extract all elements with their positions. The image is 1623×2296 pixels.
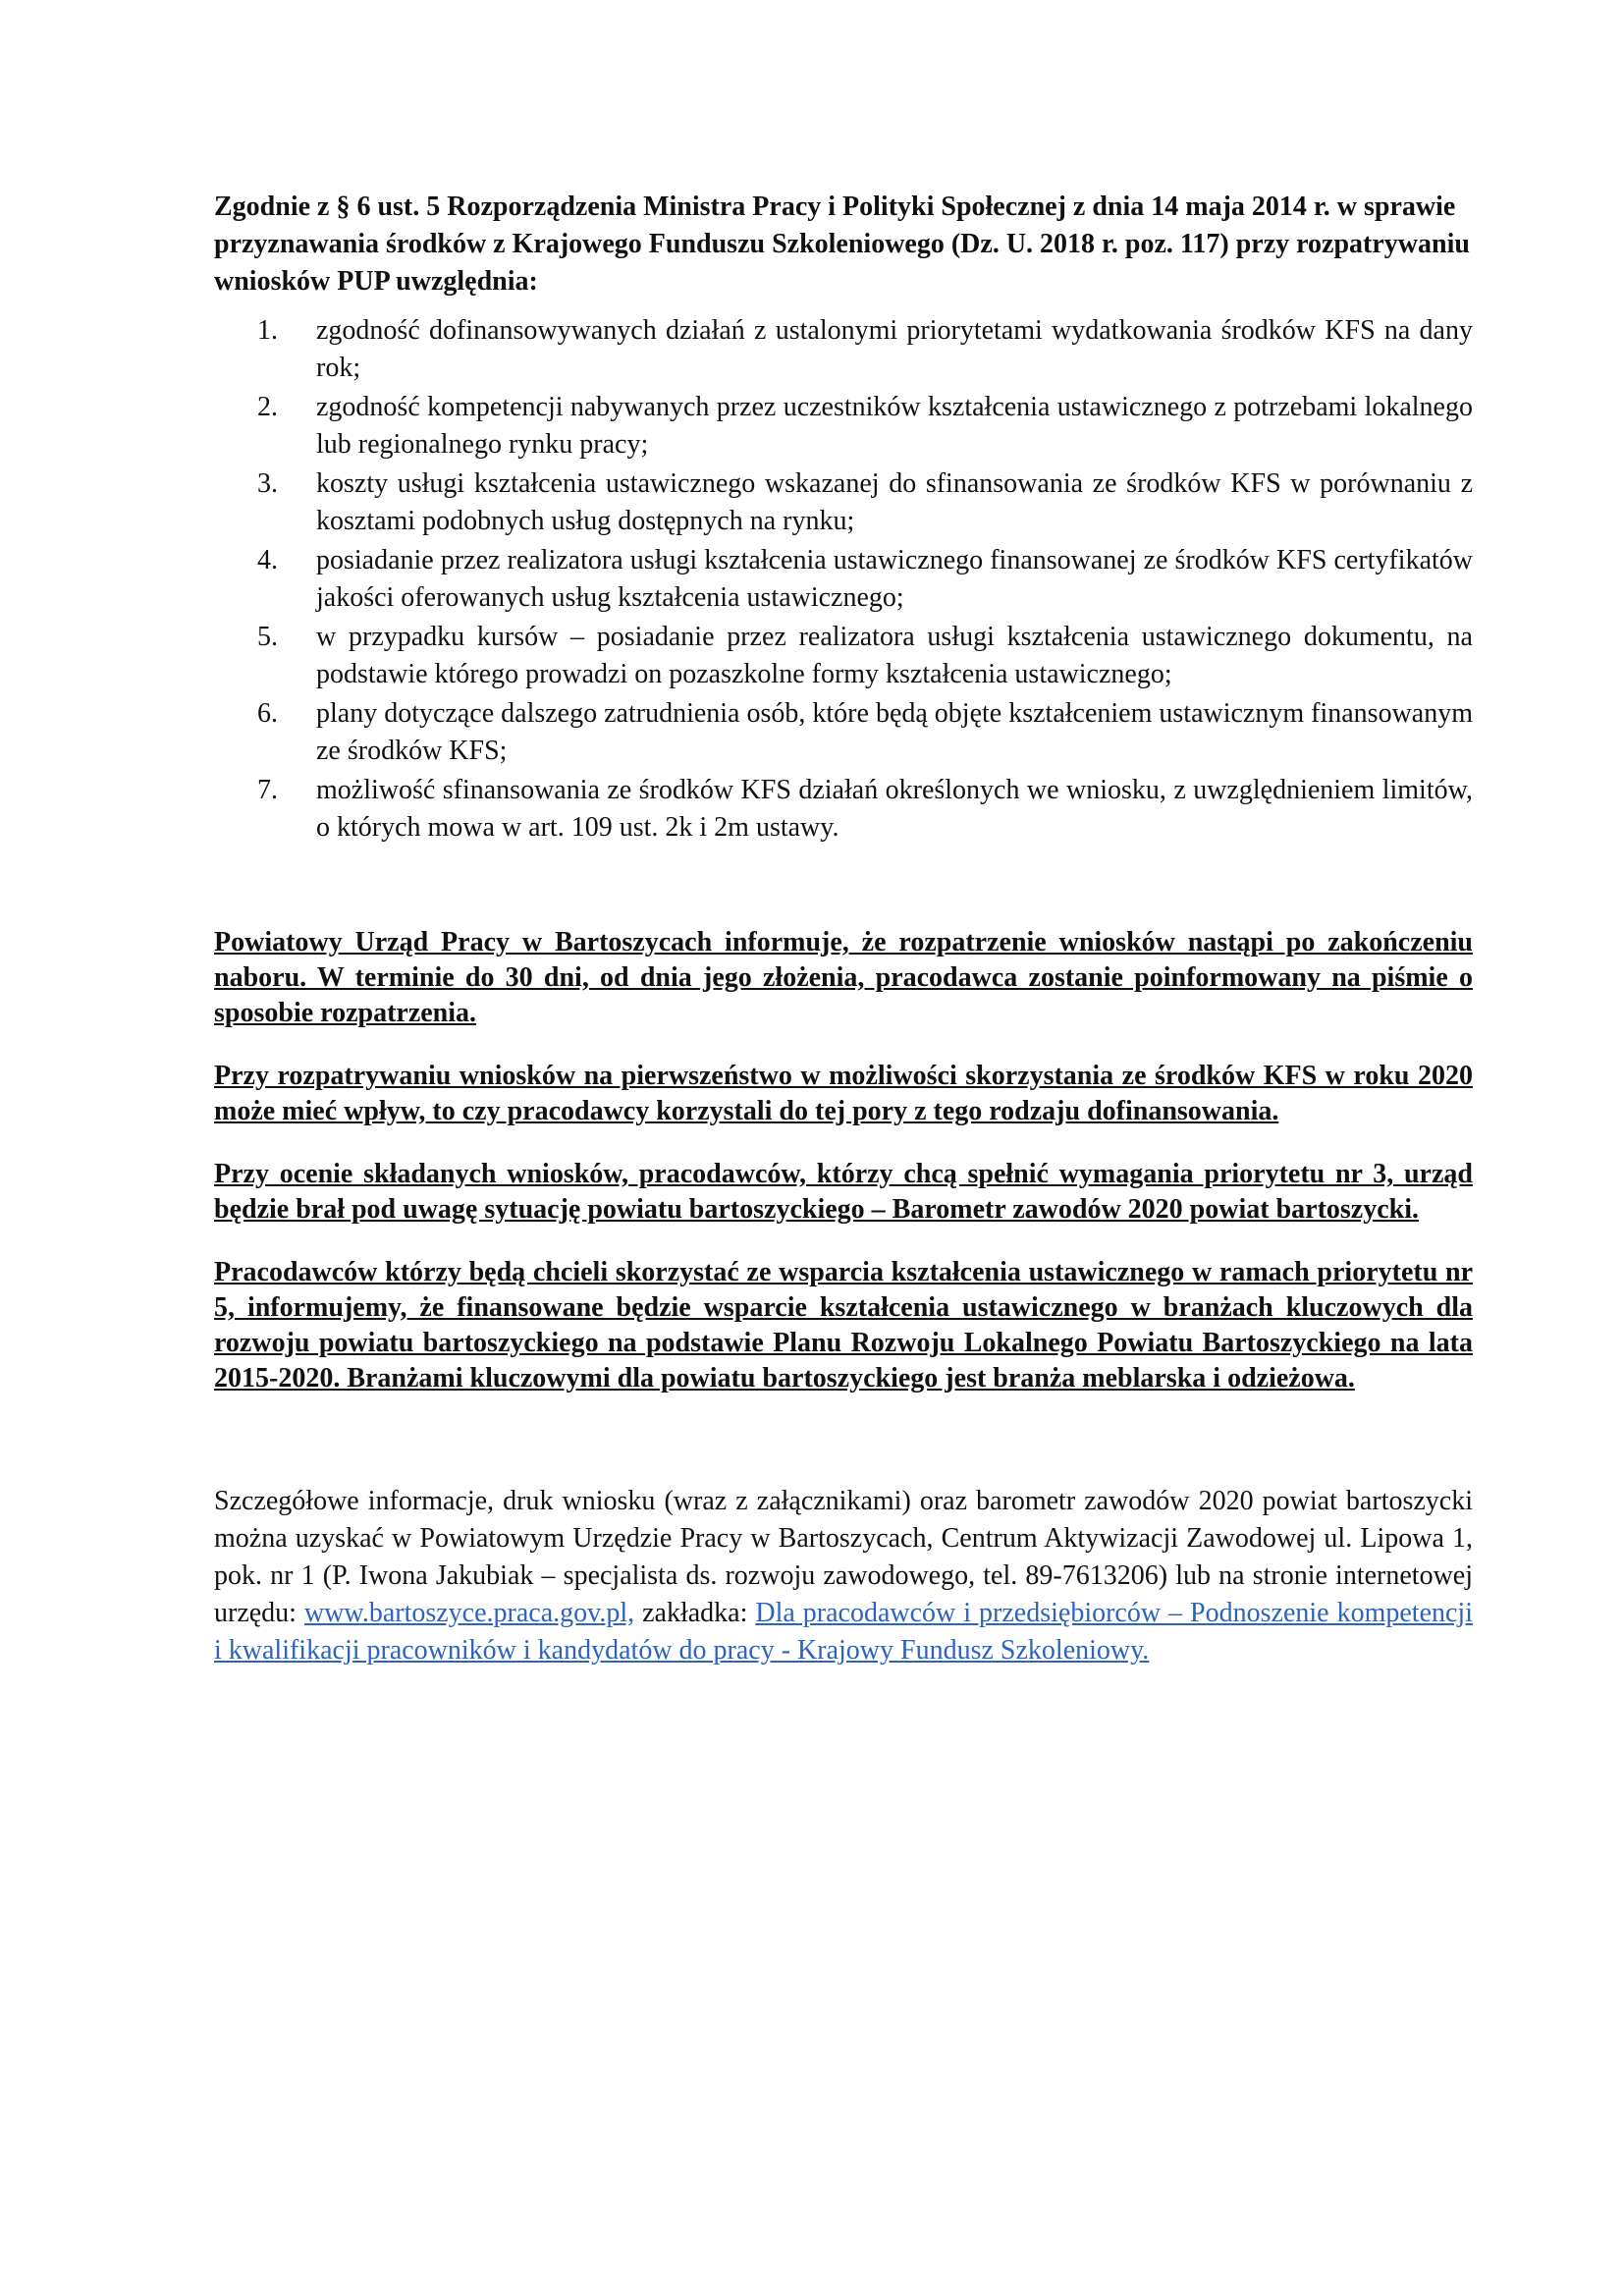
list-item	[214, 312, 1473, 387]
list-item	[214, 542, 1473, 617]
details-text-middle: zakładka:	[634, 1598, 756, 1628]
list-item	[214, 389, 1473, 464]
notice-priority-5: Pracodawców którzy będą chcieli skorzystać ze wsparcia kształcenia ustawicznego w ramach priorytetu nr 5, informujemy, że finansowane będzie wsparcie kształcenia ustawicznego w branżach kluczowych dla rozwoju powiatu bartoszyckiego na podstawie Planu Rozwoju Lokalnego Powiatu Bartoszyckiego na lata 2015-2020. Branżami kluczowymi dla powiatu bartoszyckiego jest branża meblarska i odzieżowa.	[214, 1257, 1473, 1394]
kfs-section-link[interactable]: Dla pracodawców i przedsiębiorców – Podnoszenie kompetencji i kwalifikacji pracowników i kandydatów do pracy - Krajowy Fundusz Szkoleniowy.	[214, 1598, 1473, 1666]
list-item-number: 7.	[257, 775, 278, 805]
list-item-text: koszty usługi kształcenia ustawicznego wskazanej do sfinansowania ze środków KFS w porównaniu z kosztami podobnych usług dostępnych na rynku;	[316, 468, 1473, 536]
list-item-number: 6.	[257, 698, 278, 729]
list-item-text: w przypadku kursów – posiadanie przez realizatora usługi kształcenia ustawicznego dokumentu, na podstawie którego prowadzi on pozaszkolne formy kształcenia ustawicznego;	[316, 622, 1473, 689]
list-item-number: 2.	[257, 392, 278, 422]
list-item	[214, 465, 1473, 540]
list-item	[214, 772, 1473, 847]
details-paragraph	[214, 1483, 1473, 1669]
list-item-text: zgodność dofinansowywanych działań z ustalonymi priorytetami wydatkowania środków KFS na dany rok;	[316, 315, 1473, 383]
list-item-number: 4.	[257, 545, 278, 575]
list-item-text: posiadanie przez realizatora usługi kształcenia ustawicznego finansowanej ze środków KFS certyfikatów jakości oferowanych usług kształcenia ustawicznego;	[316, 545, 1473, 613]
list-item-text: zgodność kompetencji nabywanych przez uczestników kształcenia ustawicznego z potrzebami lokalnego lub regionalnego rynku pracy;	[316, 392, 1473, 460]
website-link[interactable]: www.bartoszyce.praca.gov.pl,	[303, 1598, 635, 1628]
list-item	[214, 619, 1473, 693]
document-page	[214, 189, 1473, 1697]
list-item-text: plany dotyczące dalszego zatrudnienia osób, które będą objęte kształceniem ustawicznym finansowanym ze środków KFS;	[316, 698, 1473, 766]
list-item-number: 3.	[257, 468, 278, 499]
list-item-number: 1.	[257, 315, 278, 346]
list-item-text: możliwość sfinansowania ze środków KFS działań określonych we wniosku, z uwzględnieniem limitów, o których mowa w art. 109 ust. 2k i 2m ustawy.	[316, 775, 1473, 843]
notice-priority-funding: Przy rozpatrywaniu wniosków na pierwszeństwo w możliwości skorzystania ze środków KFS w roku 2020 może mieć wpływ, to czy pracodawcy korzystali do tej pory z tego rodzaju dofinansowania.	[214, 1061, 1473, 1126]
notice-review-timing: Powiatowy Urząd Pracy w Bartoszycach informuje, że rozpatrzenie wniosków nastąpi po zakończeniu naboru. W terminie do 30 dni, od dnia jego złożenia, pracodawca zostanie poinformowany na piśmie o sposobie rozpatrzenia.	[214, 927, 1473, 1028]
notices-section	[214, 925, 1473, 1396]
criteria-list	[214, 312, 1473, 847]
notice-priority-3: Przy ocenie składanych wniosków, pracodawców, którzy chcą spełnić wymagania priorytetu nr 3, urząd będzie brał pod uwagę sytuację powiatu bartoszyckiego – Barometr zawodów 2020 powiat bartoszycki.	[214, 1159, 1473, 1225]
list-item-number: 5.	[257, 622, 278, 652]
list-item	[214, 695, 1473, 770]
intro-paragraph: Zgodnie z § 6 ust. 5 Rozporządzenia Ministra Pracy i Polityki Społecznej z dnia 14 maja 2014 r. w sprawie przyznawania środków z Krajowego Funduszu Szkoleniowego (Dz. U. 2018 r. poz. 117) przy rozpatrywaniu wniosków PUP uwzględnia:	[214, 191, 1470, 297]
details-text: Szczegółowe informacje, druk wniosku (wraz z załącznikami) oraz barometr zawodów 2020 powiat bartoszycki można uzyskać w Powiatowym Urzędzie Pracy w Bartoszycach, Centrum Aktywizacji Zawodowej ul. Lipowa 1, pok. nr 1 (P. Iwona Jakubiak – specjalista ds. rozwoju zawodowego, tel. 89-7613206) lub na stronie internetowej urzędu:	[214, 1486, 1473, 1628]
